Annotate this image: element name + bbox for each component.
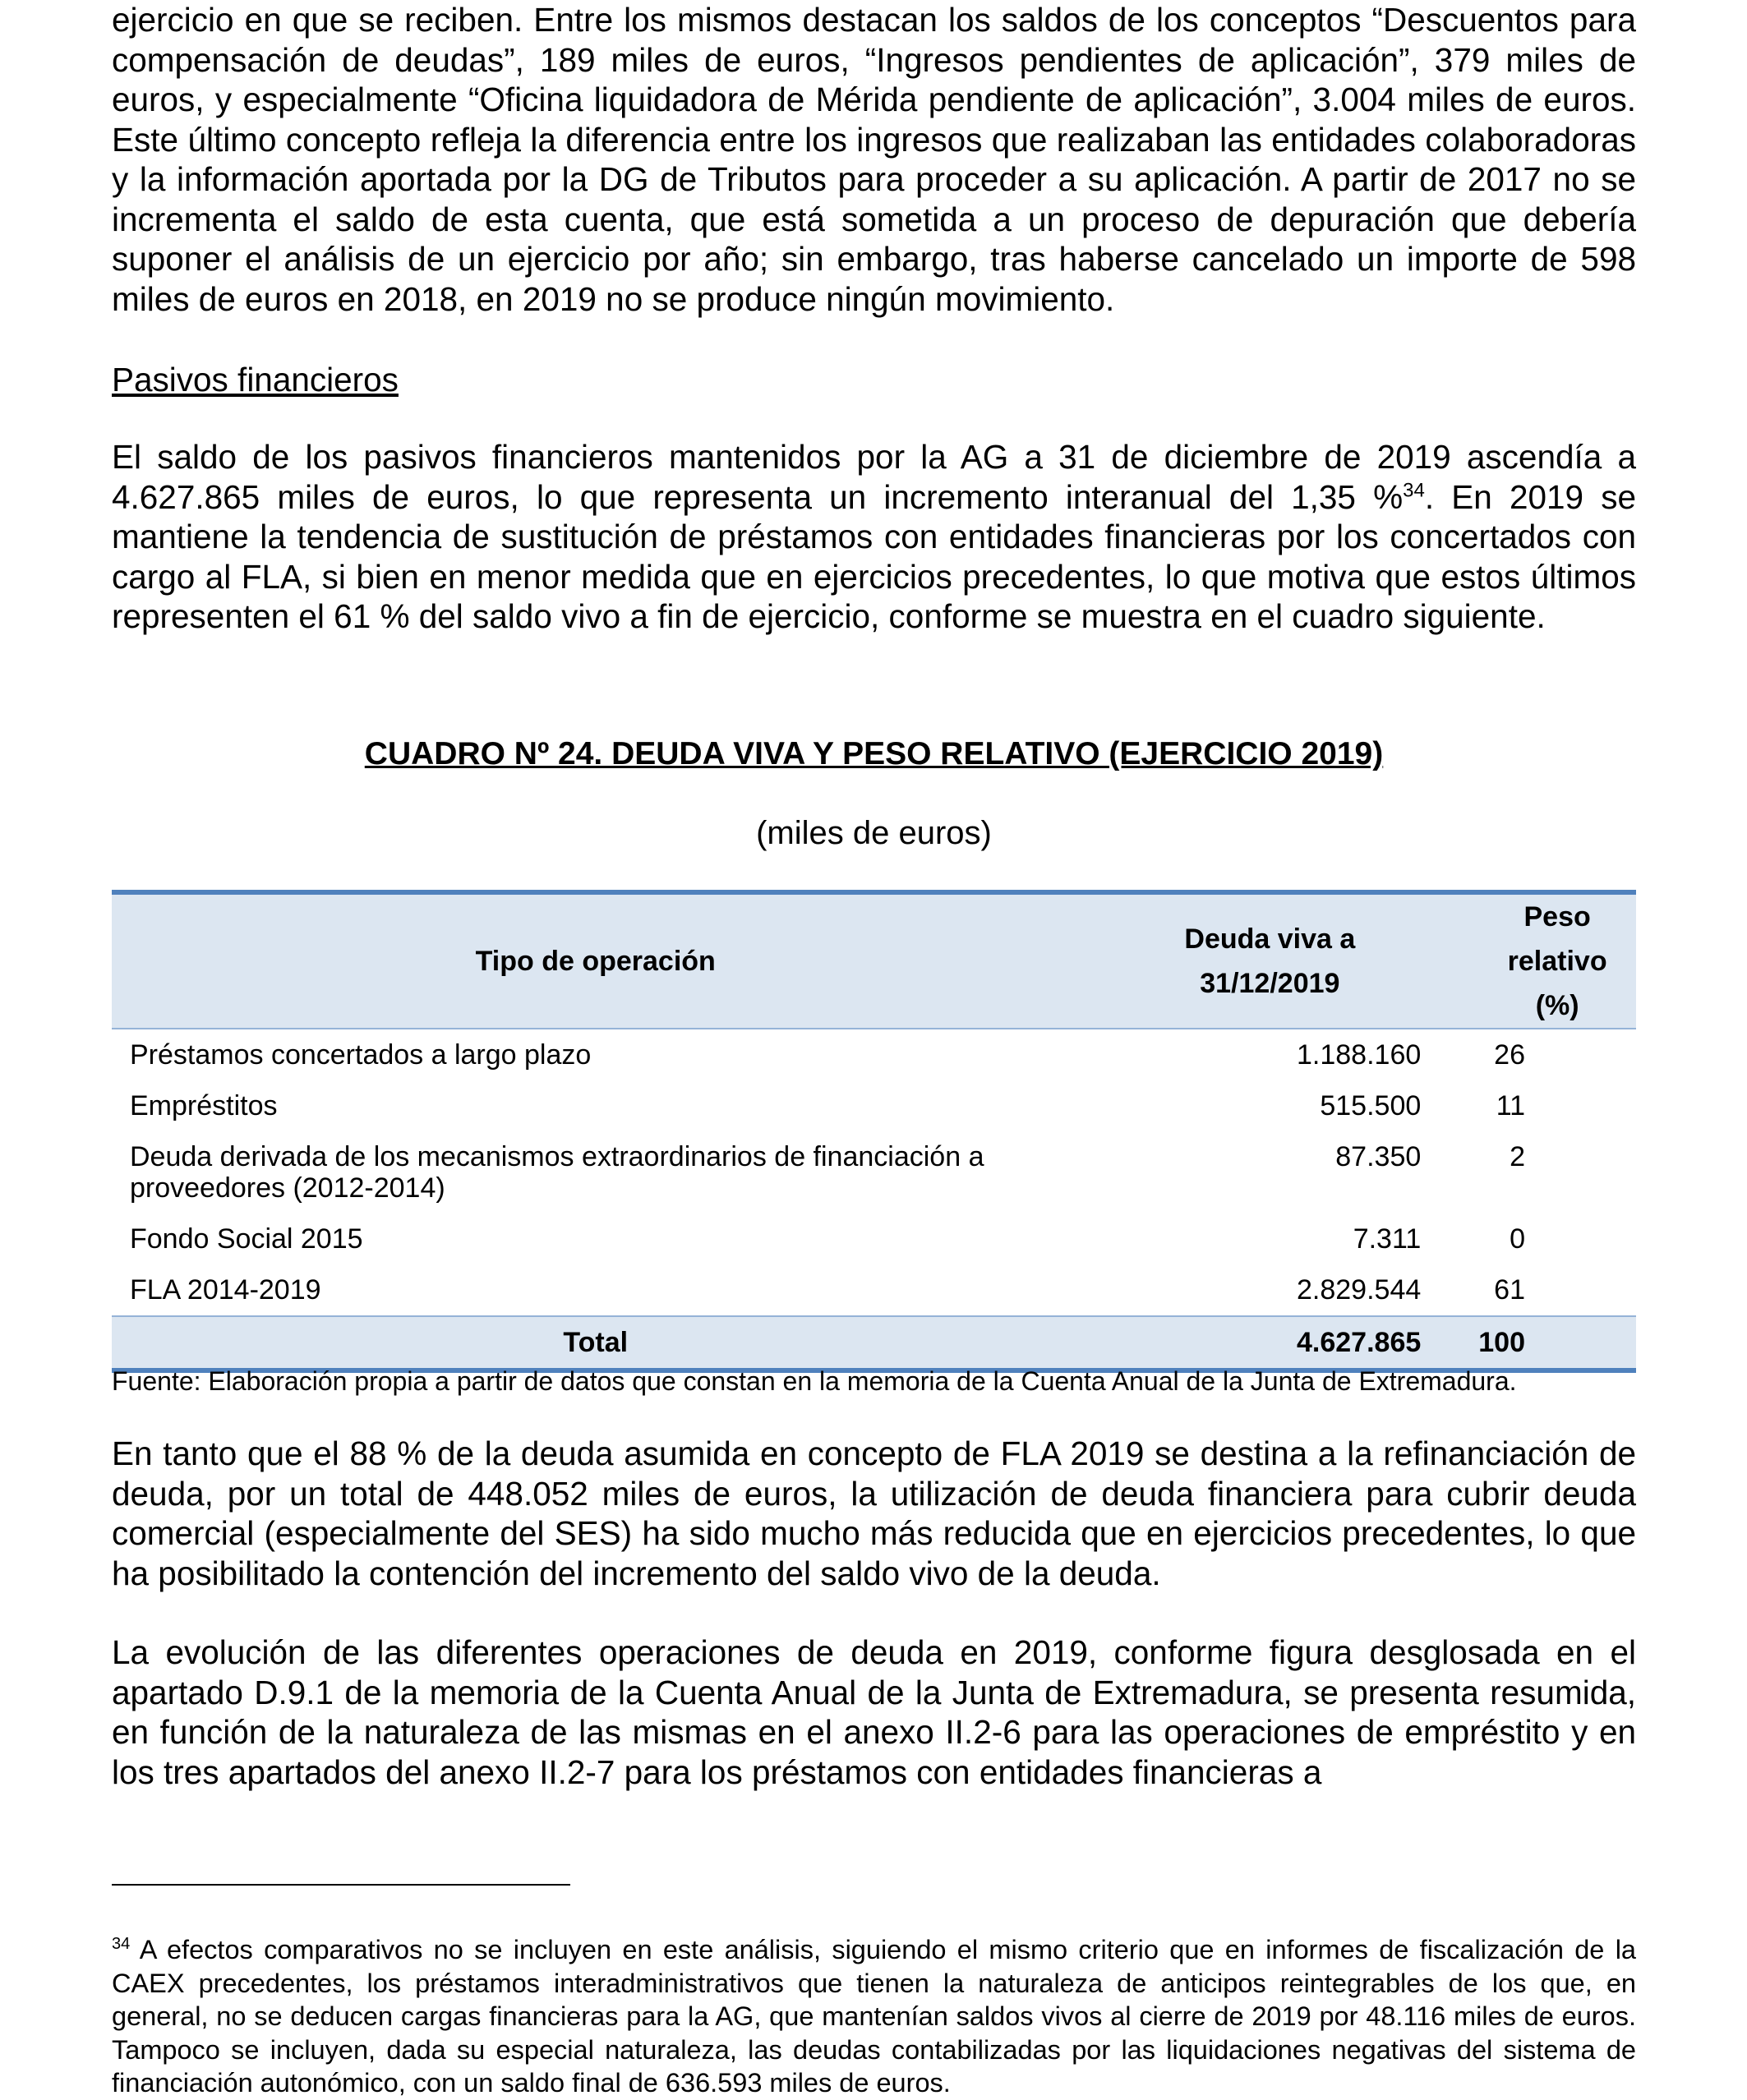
cell-tipo: Préstamos concertados a largo plazo — [130, 1039, 592, 1071]
cell-peso: 2 — [1510, 1141, 1525, 1172]
table-title: CUADRO Nº 24. DEUDA VIVA Y PESO RELATIVO (EJERCICIO 2019) — [364, 736, 1384, 771]
paragraph-text-after: . En 2019 se mantiene la tendencia de sustitución de préstamos con entidades financieras por los concertados con cargo al FLA, si bien en menor medida que en ejercicios precedentes, lo que motiva que estos últimos representen el 61 % del saldo vivo a fin de ejercicio, conforme se muestra en el cuadro siguiente. — [112, 477, 1636, 635]
cell-peso: 11 — [1496, 1090, 1525, 1121]
cell-tipo: Fondo Social 2015 — [130, 1223, 363, 1255]
table-row — [112, 1264, 1636, 1316]
cell-deuda: 515.500 — [1320, 1090, 1422, 1121]
cell-tipo: Empréstitos — [130, 1090, 278, 1121]
header-deuda-viva-line1: Deuda viva a — [1184, 923, 1356, 955]
table-row — [112, 1213, 1636, 1264]
paragraph-fla-refinanciacion: En tanto que el 88 % de la deuda asumida en concepto de FLA 2019 se destina a la refinanciación de deuda, por un total de 448.052 miles de euros, la utilización de deuda financiera para cubrir deuda comercial (especialmente del SES) ha sido mucho más reducida que en ejercicios precedentes, lo que ha posibilitado la contención del incremento del saldo vivo de la deuda. — [112, 1435, 1636, 1592]
cell-deuda: 1.188.160 — [1297, 1039, 1422, 1071]
total-label: Total — [112, 1316, 1061, 1370]
table-row — [112, 1029, 1636, 1080]
cell-deuda: 7.311 — [1353, 1223, 1422, 1255]
table-total-row — [112, 1316, 1636, 1370]
cell-peso: 0 — [1510, 1223, 1525, 1255]
section-heading-pasivos-financieros: Pasivos financieros — [112, 361, 399, 398]
cell-tipo: FLA 2014-2019 — [130, 1274, 321, 1306]
header-deuda-viva-line2: 31/12/2019 — [1200, 968, 1340, 999]
table-row — [112, 1131, 1636, 1213]
footnote-reference[interactable]: 34 — [1403, 479, 1425, 501]
total-peso: 100 — [1478, 1316, 1636, 1370]
cell-tipo: Deuda derivada de los mecanismos extraordinarios de financiación a proveedores (2012-2014) — [130, 1141, 984, 1204]
table-row — [112, 1080, 1636, 1131]
footnote-number: 34 — [112, 1935, 131, 1954]
cell-deuda: 2.829.544 — [1297, 1274, 1422, 1306]
table-source-note: Fuente: Elaboración propia a partir de datos que constan en la memoria de la Cuenta Anual de la Junta de Extremadura. — [112, 1366, 1517, 1396]
paragraph-evolucion-deuda: La evolución de las diferentes operaciones de deuda en 2019, conforme figura desglosada en el apartado D.9.1 de la memoria de la Cuenta Anual de la Junta de Extremadura, se presenta resumida, en función de la naturaleza de las mismas en el anexo II.2-6 para las operaciones de empréstito y en los tres apartados del anexo II.2-7 para los préstamos con entidades financieras a — [112, 1633, 1636, 1791]
debt-table — [112, 890, 1636, 1373]
header-tipo-operacion: Tipo de operación — [112, 892, 1061, 1029]
footnote-34 — [112, 1933, 1636, 2100]
table-header-row — [112, 892, 1636, 1029]
header-peso-relativo-line1: Peso relativo — [1507, 901, 1607, 977]
table-subtitle: (miles de euros) — [756, 815, 992, 851]
cell-peso: 61 — [1494, 1274, 1525, 1306]
footnote-separator — [112, 1884, 570, 1886]
header-peso-relativo-line2: (%) — [1535, 990, 1579, 1021]
footnote-text: A efectos comparativos no se incluyen en este análisis, siguiendo el mismo criterio que en informes de fiscalización de la CAEX precedentes, los préstamos interadministrativos que tienen la naturaleza de anticipos reintegrables de los que, en general, no se deducen cargas financieras para la AG, que mantenían saldos vivos al cierre de 2019 por 48.116 miles de euros. Tampoco se incluyen, dada su especial naturaleza, las deudas contabilizadas por las liquidaciones negativas del sistema de financiación autonómico, con un saldo final de 636.593 miles de euros. — [112, 1935, 1636, 2098]
paragraph-text-before: El saldo de los pasivos financieros mantenidos por la AG a 31 de diciembre de 2019 ascendía a 4.627.865 miles de euros, lo que representa un incremento interanual del 1,35 % — [112, 438, 1636, 516]
cell-deuda: 87.350 — [1335, 1141, 1422, 1172]
paragraph-saldos-conceptos: ejercicio en que se reciben. Entre los mismos destacan los saldos de los conceptos “Descuentos para compensación de deudas”, 189 miles de euros, “Ingresos pendientes de aplicación”, 379 miles de euros, y especialmente “Oficina liquidadora de Mérida pendiente de aplicación”, 3.004 miles de euros. Este último concepto refleja la diferencia entre los ingresos que realizaban las entidades colaboradoras y la información aportada por la DG de Tributos para proceder a su aplicación. A partir de 2017 no se incrementa el saldo de esta cuenta, que está sometida a un proceso de depuración que debería suponer el análisis de un ejercicio por año; sin embargo, tras haberse cancelado un importe de 598 miles de euros en 2018, en 2019 no se produce ningún movimiento. — [112, 1, 1636, 318]
total-deuda: 4.627.865 — [1061, 1316, 1478, 1370]
paragraph-pasivos-financieros — [112, 437, 1636, 637]
header-peso-relativo — [1478, 892, 1636, 1029]
cell-peso: 26 — [1494, 1039, 1525, 1071]
header-deuda-viva — [1061, 892, 1478, 1029]
